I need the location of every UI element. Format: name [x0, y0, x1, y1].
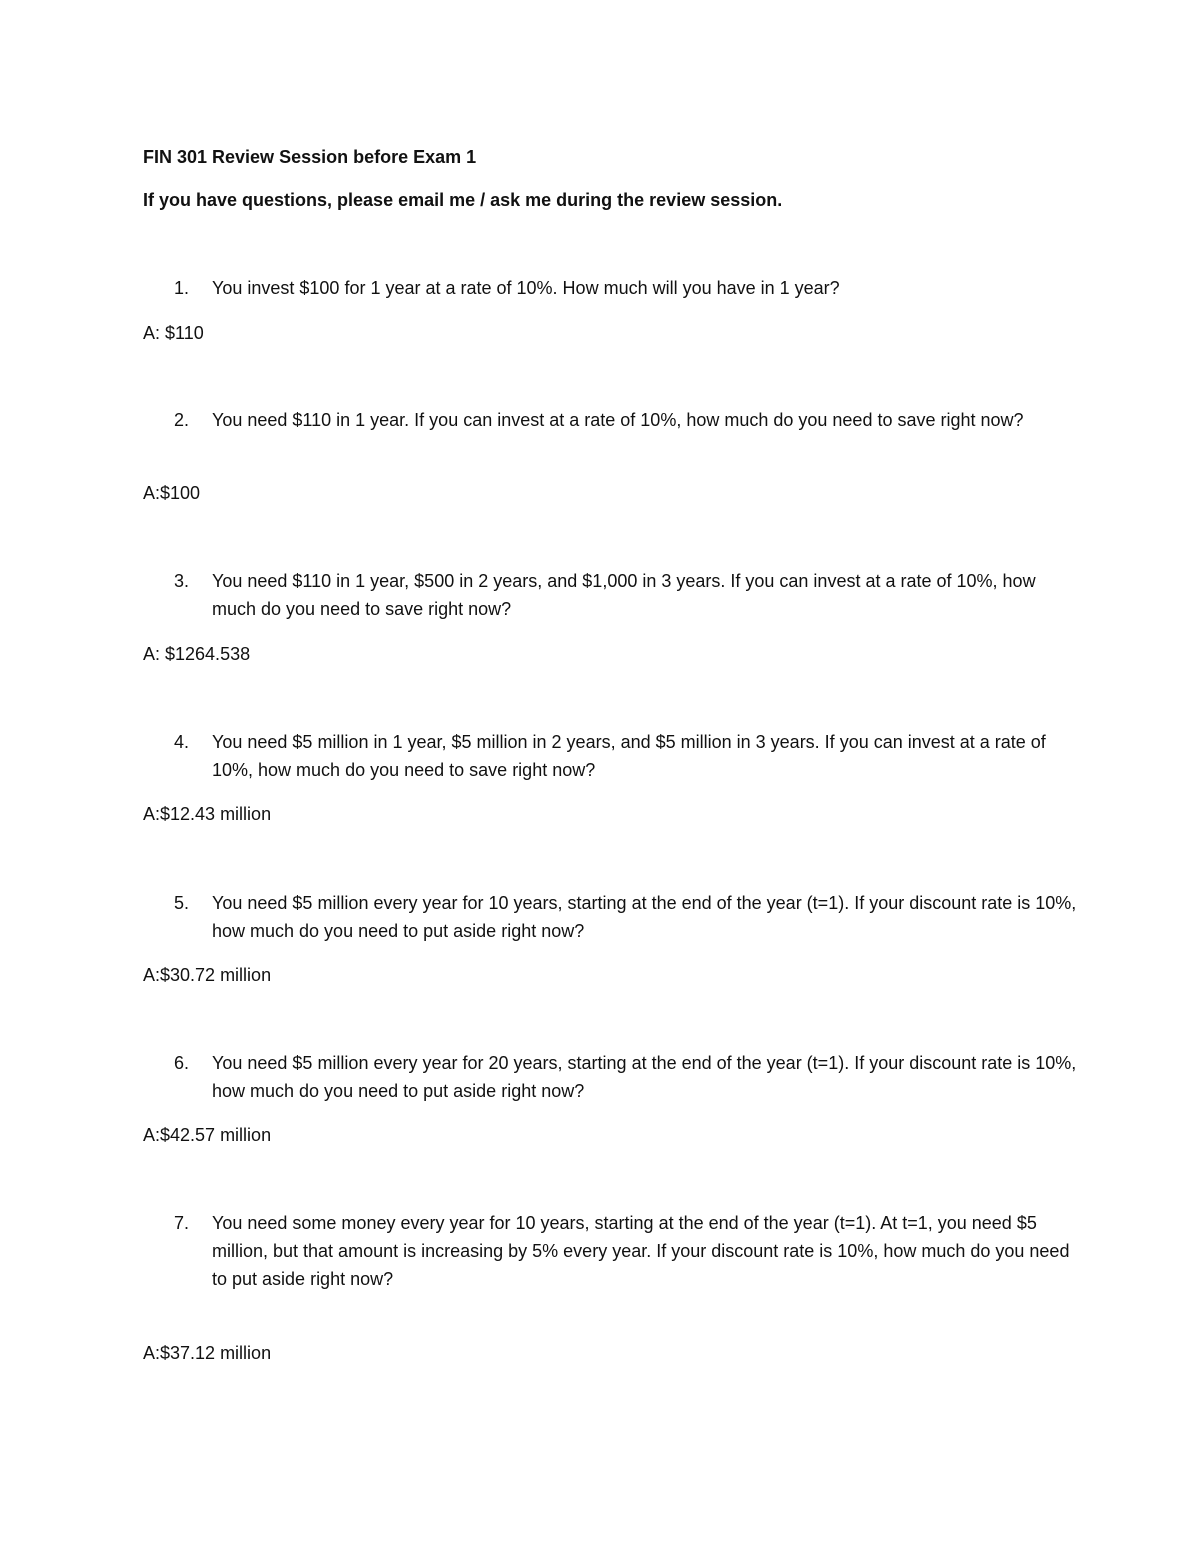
question-text: You invest $100 for 1 year at a rate of 10%. How much will you have in 1 year? [212, 278, 840, 298]
answer-text: A:$37.12 million [143, 1343, 272, 1363]
document-title: FIN 301 Review Session before Exam 1 [143, 147, 477, 167]
question-text: You need some money every year for 10 years, starting at the end of the year (t=1). At t=1, you need $5 million, but that amount is increasing by 5% every year. If your discount rate is 10%, how much do you need to put aside right now? [212, 1213, 1070, 1289]
question-text: You need $5 million every year for 10 years, starting at the end of the year (t=1). If your discount rate is 10%, how much do you need to put aside right now? [212, 893, 1077, 941]
question-number: 6. [174, 1053, 190, 1073]
question-number: 7. [174, 1213, 190, 1233]
answer-text: A:$30.72 million [143, 965, 272, 985]
document-subtitle: If you have questions, please email me / ask me during the review session. [143, 190, 783, 210]
question-number: 3. [174, 571, 190, 591]
answer-text: A:$12.43 million [143, 804, 272, 824]
question-number: 1. [174, 278, 190, 298]
answer-text: A:$42.57 million [143, 1125, 272, 1145]
question-text: You need $110 in 1 year, $500 in 2 years, and $1,000 in 3 years. If you can invest at a rate of 10%, how much do you need to save right now? [212, 571, 1036, 619]
question-text: You need $5 million in 1 year, $5 million in 2 years, and $5 million in 3 years. If you can invest at a rate of 10%, how much do you need to save right now? [212, 732, 1046, 780]
question-text: You need $110 in 1 year. If you can invest at a rate of 10%, how much do you need to save right now? [212, 410, 1024, 430]
answer-text: A:$100 [143, 483, 201, 503]
question-number: 4. [174, 732, 190, 752]
question-text: You need $5 million every year for 20 years, starting at the end of the year (t=1). If your discount rate is 10%, how much do you need to put aside right now? [212, 1053, 1077, 1101]
answer-text: A: $110 [143, 323, 204, 343]
answer-text: A: $1264.538 [143, 644, 251, 664]
question-number: 5. [174, 893, 190, 913]
question-number: 2. [174, 410, 190, 430]
